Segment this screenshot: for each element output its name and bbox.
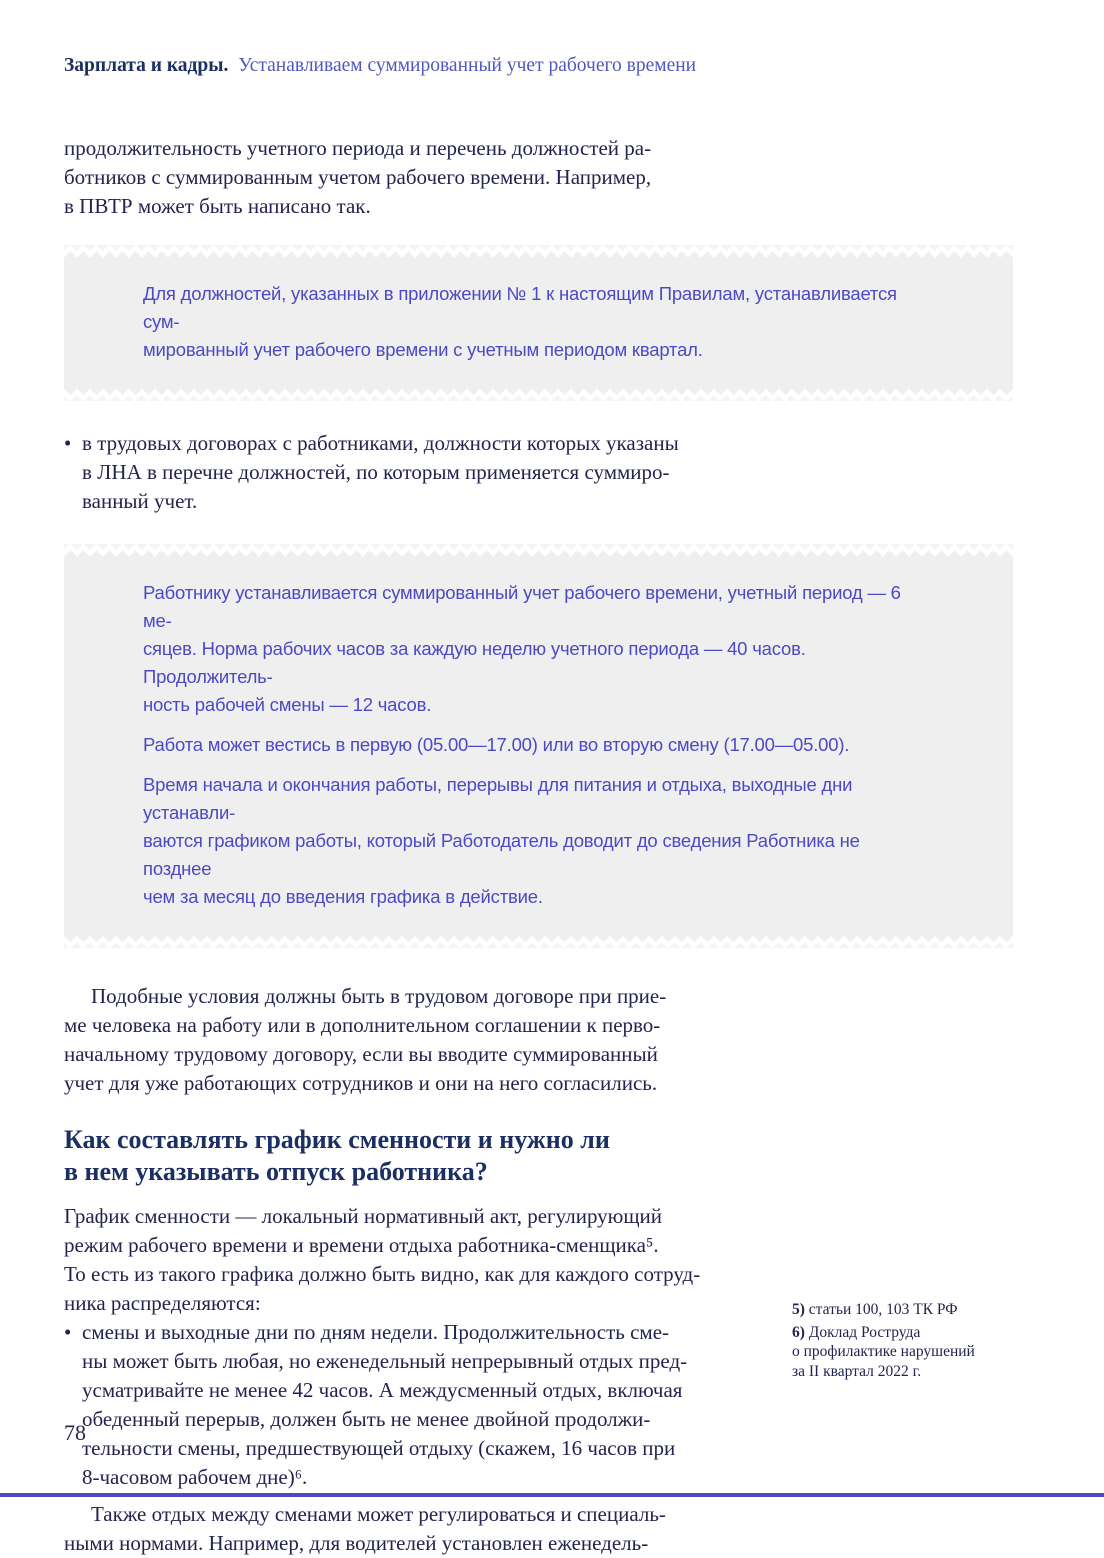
- paragraph-shift-schedule: График сменности — локальный нормативный акт, регулирующий режим рабочего времени и времени отдыха работника-сменщика⁵. То есть из такого графика должно быть видно, как для каждого сотруд- ника распределяются:: [64, 1204, 701, 1315]
- margin-footnotes: [792, 1300, 1042, 1384]
- quote-text: Для должностей, указанных в приложении № 1 к настоящим Правилам, устанавливается сум- мированный учет рабочего времени с учетным периодом квартал.: [143, 283, 897, 360]
- quote-block-contract: [64, 544, 1013, 948]
- footnote: [792, 1300, 1042, 1320]
- torn-edge-bottom: [64, 386, 1013, 395]
- paragraph-conditions: Подобные условия должны быть в трудовом договоре при прие- ме человека на работу или в дополнительном соглашении к перво- начальному трудовому договору, если вы вводите суммированный учет для уже работающих сотрудников и они на него согласились.: [64, 984, 667, 1095]
- quote-text: Работнику устанавливается суммированный учет рабочего времени, учетный период — 6 ме- сяцев. Норма рабочих часов за каждую неделю учетного периода — 40 часов. Продолжитель- ность рабочей смены — 12 часов.: [143, 582, 901, 715]
- footnote-text: Доклад Роструда о профилактике нарушений за II квартал 2022 г.: [792, 1323, 975, 1380]
- footnote-number: 6): [792, 1323, 805, 1341]
- quote-block-pvtr: [64, 245, 1013, 401]
- header-section-title: Зарплата и кадры.: [64, 55, 229, 76]
- section-heading: Как составлять график сменности и нужно ли в нем указывать отпуск работника?: [64, 1125, 610, 1186]
- torn-edge-bottom-light: [64, 942, 1013, 948]
- footnote: [792, 1323, 1042, 1382]
- torn-edge-top: [64, 251, 1013, 260]
- list-item: [64, 1318, 754, 1492]
- list-item-text: в трудовых договорах с работниками, должности которых указаны в ЛНА в перечне должностей, по которым применяется суммиро- ванный учет.: [82, 431, 679, 513]
- bullet-marker: •: [64, 1320, 72, 1344]
- bullet-marker: •: [64, 431, 72, 455]
- quote-text: Время начала и окончания работы, перерывы для питания и отдыха, выходные дни устанавли- ваются графиком работы, который Работодатель доводит до сведения Работника не позднее чем за месяц до введения графика в действие.: [143, 774, 860, 907]
- torn-edge-bottom-light: [64, 395, 1013, 401]
- torn-edge-bottom: [64, 933, 1013, 942]
- footnote-number: 5): [792, 1301, 805, 1318]
- quote-body: [64, 260, 1013, 386]
- quote-text: Работа может вестись в первую (05.00—17.00) или во вторую смену (17.00—05.00).: [143, 734, 850, 755]
- quote-body: [64, 559, 1013, 933]
- footer-rule: [0, 1493, 1104, 1497]
- list-item-text: смены и выходные дни по дням недели. Продолжительность сме- ны может быть любая, но еженедельный непрерывный отдых пред- усматривайте не менее 42 часов. А междусменный отдых, включая обеденный перерыв, должен быть не менее двойной продолжи- тельности смены, предшествующей отдыху (скажем, 16 часов при 8-часовом рабочем дне)⁶.: [82, 1320, 688, 1489]
- header-subtitle: Устанавливаем суммированный учет рабочего времени: [238, 55, 697, 76]
- torn-edge-top: [64, 550, 1013, 559]
- running-header: [64, 54, 1013, 78]
- footnote-text: статьи 100, 103 ТК РФ: [808, 1301, 958, 1318]
- paragraph-rest-norms: Также отдых между сменами может регулироваться и специаль- ными нормами. Например, для водителей установлен еженедель-: [64, 1502, 666, 1555]
- page-number: 78: [64, 1420, 86, 1445]
- list-item: [64, 429, 754, 516]
- paragraph-intro: продолжительность учетного периода и перечень должностей ра- ботников с суммированным учетом рабочего времени. Например, в ПВТР может быть написано так.: [64, 136, 652, 218]
